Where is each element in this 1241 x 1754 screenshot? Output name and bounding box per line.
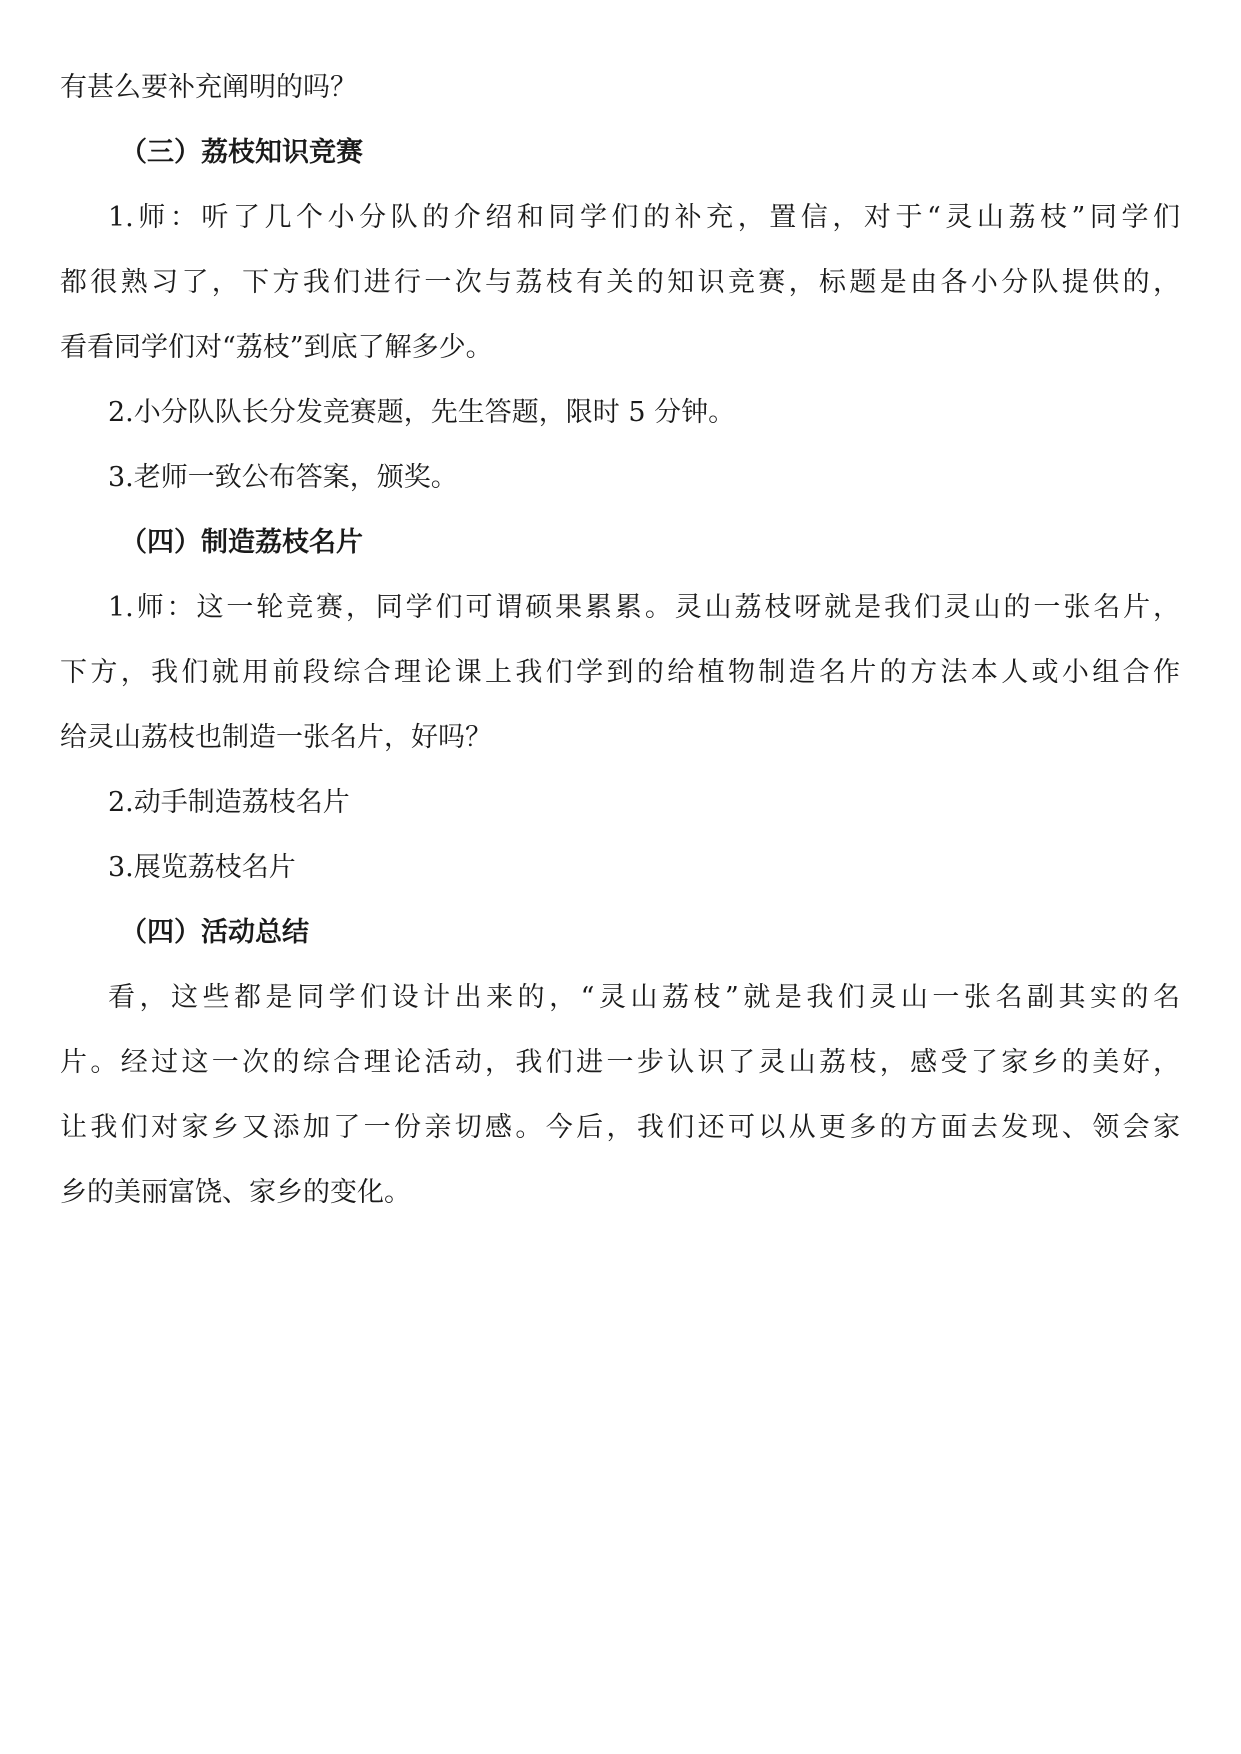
paragraph-line: 3.展览荔枝名片 [108,852,296,883]
section-heading: （三）荔枝知识竞赛 [120,137,363,168]
paragraph-line: 1.师：听了几个小分队的介绍和同学们的补充，置信，对于“灵山荔枝”同学们 [108,202,1180,233]
paragraph-line: 给灵山荔枝也制造一张名片，好吗？ [60,722,492,753]
paragraph-line: 乡的美丽富饶、家乡的变化。 [60,1177,411,1208]
section-heading: （四）制造荔枝名片 [120,527,363,558]
paragraph-line: 让我们对家乡又添加了一份亲切感。今后，我们还可以从更多的方面去发现、领会家 [60,1112,1180,1143]
paragraph-line: 3.老师一致公布答案，颁奖。 [108,462,458,493]
paragraph-line: 1.师：这一轮竞赛，同学们可谓硕果累累。灵山荔枝呀就是我们灵山的一张名片， [108,592,1180,623]
paragraph-line: 下方，我们就用前段综合理论课上我们学到的给植物制造名片的方法本人或小组合作 [60,657,1180,688]
paragraph-line: 看看同学们对“荔枝”到底了解多少。 [60,332,493,363]
document-body [60,68,1180,1238]
paragraph-line: 看，这些都是同学们设计出来的，“灵山荔枝”就是我们灵山一张名副其实的名 [108,982,1180,1013]
paragraph-line: 2.动手制造荔枝名片 [108,787,350,818]
paragraph-line: 都很熟习了，下方我们进行一次与荔枝有关的知识竞赛，标题是由各小分队提供的， [60,267,1180,298]
paragraph-line: 片。经过这一次的综合理论活动，我们进一步认识了灵山荔枝，感受了家乡的美好， [60,1047,1180,1078]
section-heading: （四）活动总结 [120,917,309,948]
paragraph-line: 2.小分队队长分发竞赛题，先生答题，限时 5 分钟。 [108,397,736,428]
paragraph-line: 有甚么要补充阐明的吗？ [60,72,357,103]
